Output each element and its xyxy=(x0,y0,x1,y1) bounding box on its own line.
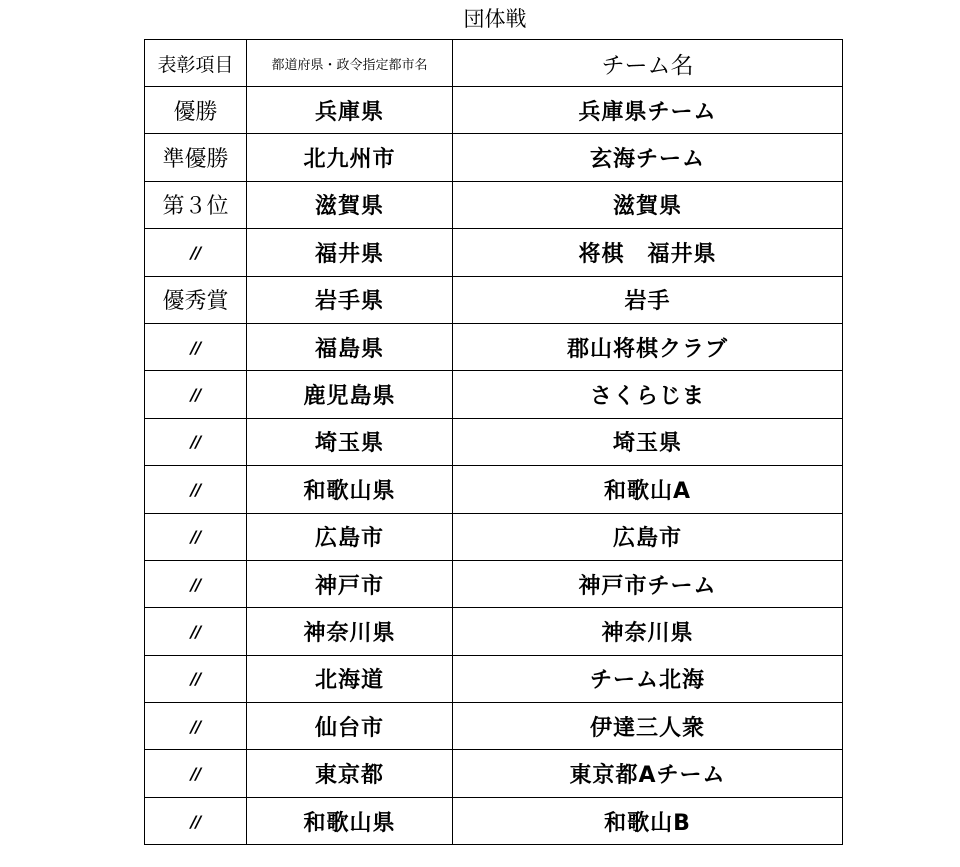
award-cell-ditto: // xyxy=(145,418,247,465)
prefecture-cell: 北九州市 xyxy=(247,134,453,181)
prefecture-cell: 福井県 xyxy=(247,229,453,276)
page-title: 団体戦 xyxy=(463,7,527,31)
column-header-prefecture: 都道府県・政令指定都市名 xyxy=(247,40,453,87)
table-row xyxy=(145,323,843,370)
team-cell: 将棋 福井県 xyxy=(453,229,843,276)
prefecture-cell: 仙台市 xyxy=(247,703,453,750)
table-row xyxy=(145,797,843,844)
prefecture-cell: 東京都 xyxy=(247,750,453,797)
table-row xyxy=(145,560,843,607)
table-row xyxy=(145,181,843,228)
table-row xyxy=(145,703,843,750)
table-row xyxy=(145,371,843,418)
prefecture-cell: 神戸市 xyxy=(247,560,453,607)
award-cell: 準優勝 xyxy=(145,134,247,181)
prefecture-cell: 広島市 xyxy=(247,513,453,560)
team-cell: 広島市 xyxy=(453,513,843,560)
award-cell-ditto: // xyxy=(145,608,247,655)
award-cell-ditto: // xyxy=(145,750,247,797)
award-cell-ditto: // xyxy=(145,229,247,276)
table-row xyxy=(145,513,843,560)
award-cell: 第３位 xyxy=(145,181,247,228)
prefecture-cell: 滋賀県 xyxy=(247,181,453,228)
award-cell-ditto: // xyxy=(145,797,247,844)
table-row xyxy=(145,466,843,513)
team-cell: 伊達三人衆 xyxy=(453,703,843,750)
prefecture-cell: 岩手県 xyxy=(247,276,453,323)
table-row xyxy=(145,608,843,655)
team-cell: さくらじま xyxy=(453,371,843,418)
column-header-award: 表彰項目 xyxy=(145,40,247,87)
award-cell-ditto: // xyxy=(145,371,247,418)
table-row xyxy=(145,87,843,134)
award-cell-ditto: // xyxy=(145,655,247,702)
award-cell: 優勝 xyxy=(145,87,247,134)
team-cell: 郡山将棋クラブ xyxy=(453,323,843,370)
team-cell: 兵庫県チーム xyxy=(453,87,843,134)
prefecture-cell: 和歌山県 xyxy=(247,797,453,844)
table-row xyxy=(145,750,843,797)
team-cell: 埼玉県 xyxy=(453,418,843,465)
team-cell: 滋賀県 xyxy=(453,181,843,228)
team-cell: チーム北海 xyxy=(453,655,843,702)
results-table xyxy=(144,39,843,845)
award-cell-ditto: // xyxy=(145,323,247,370)
team-cell: 和歌山B xyxy=(453,797,843,844)
team-cell: 神戸市チーム xyxy=(453,560,843,607)
table-header-row xyxy=(145,40,843,87)
table-row xyxy=(145,276,843,323)
award-cell-ditto: // xyxy=(145,466,247,513)
table-row xyxy=(145,229,843,276)
team-cell: 東京都Aチーム xyxy=(453,750,843,797)
table-row xyxy=(145,418,843,465)
team-cell: 和歌山A xyxy=(453,466,843,513)
prefecture-cell: 和歌山県 xyxy=(247,466,453,513)
prefecture-cell: 福島県 xyxy=(247,323,453,370)
award-cell: 優秀賞 xyxy=(145,276,247,323)
award-cell-ditto: // xyxy=(145,703,247,750)
table-row xyxy=(145,134,843,181)
award-cell-ditto: // xyxy=(145,560,247,607)
team-cell: 玄海チーム xyxy=(453,134,843,181)
team-cell: 岩手 xyxy=(453,276,843,323)
prefecture-cell: 兵庫県 xyxy=(247,87,453,134)
award-cell-ditto: // xyxy=(145,513,247,560)
team-cell: 神奈川県 xyxy=(453,608,843,655)
table-row xyxy=(145,655,843,702)
prefecture-cell: 埼玉県 xyxy=(247,418,453,465)
prefecture-cell: 北海道 xyxy=(247,655,453,702)
prefecture-cell: 鹿児島県 xyxy=(247,371,453,418)
column-header-team: チーム名 xyxy=(453,40,843,87)
prefecture-cell: 神奈川県 xyxy=(247,608,453,655)
